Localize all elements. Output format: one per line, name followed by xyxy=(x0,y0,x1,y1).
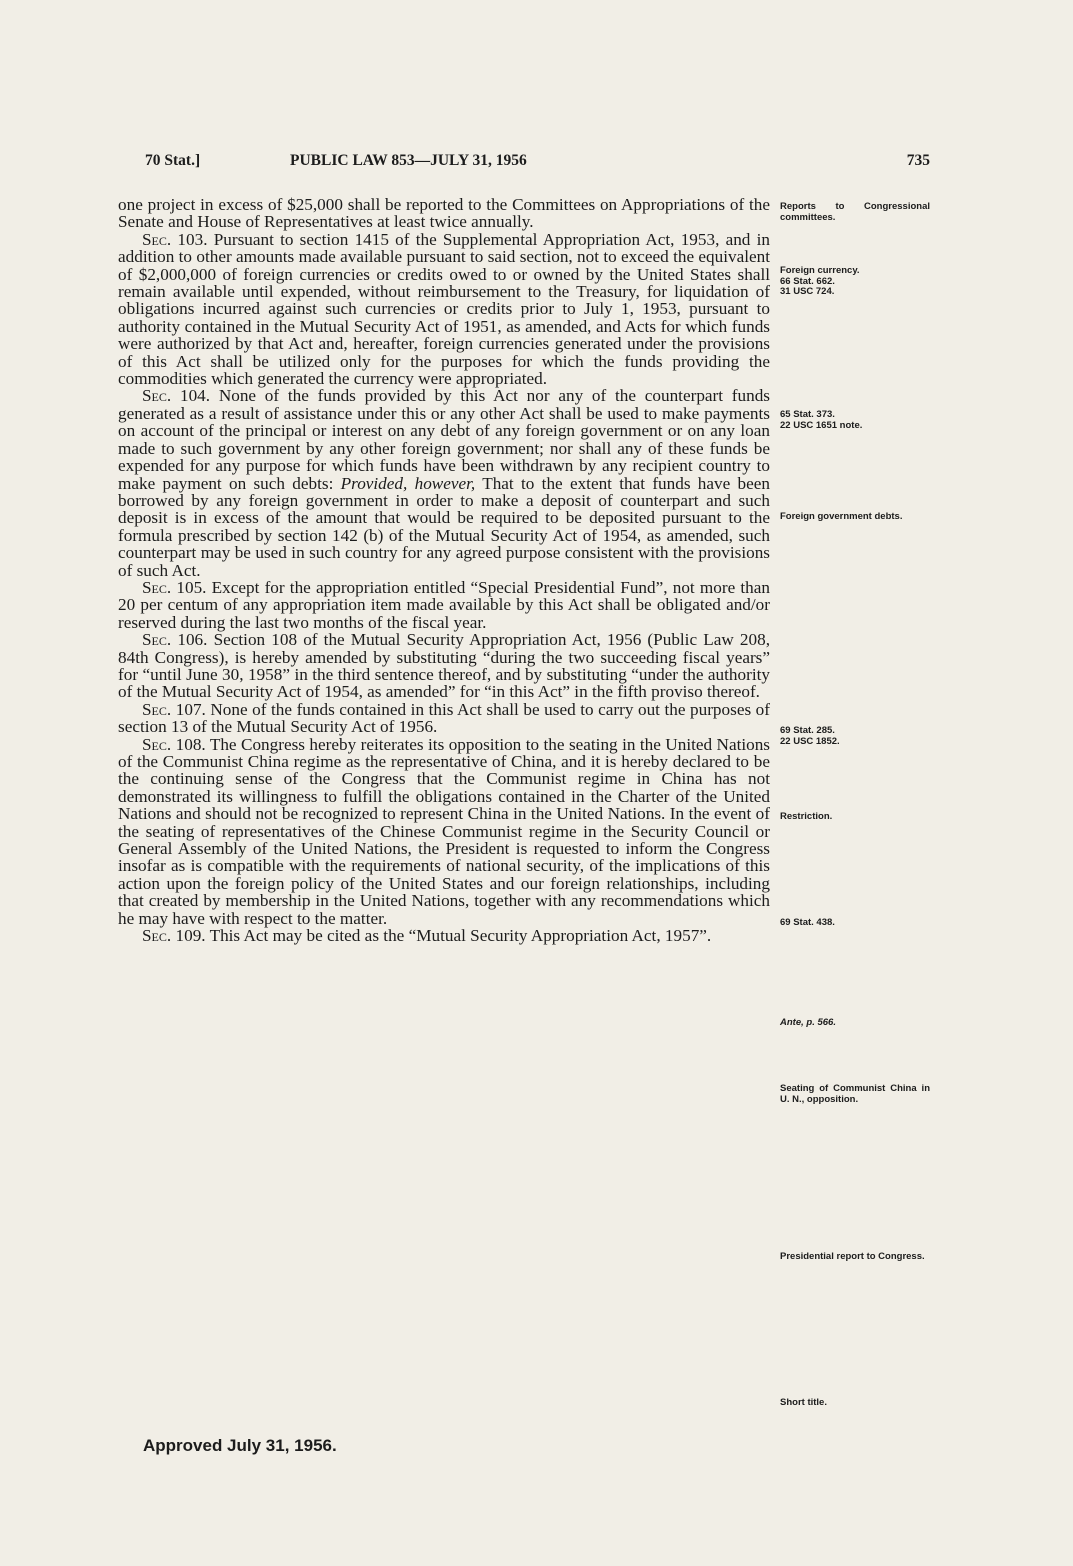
section-label: Sec. xyxy=(142,699,172,719)
margin-note-short-title: Short title. xyxy=(780,1397,827,1408)
approval-date: Approved July 31, 1956. xyxy=(143,1436,337,1455)
section-text: 104. None of the funds provided by this Act nor any of the counterpart funds generated as a result of assistance under this or any other Act shall be used to make payments on account of the principal or interest on any debt of any foreign government or on any loan made to such government by any other foreign government; nor shall any of these funds be expended for any purpose for which funds have been withdrawn by any recipient country to make payment on such debts: xyxy=(118,386,770,493)
proviso-italic: Provided, however, xyxy=(340,473,476,493)
margin-note-foreign-govt-debts: Foreign government debts. xyxy=(780,511,903,522)
margin-note-restriction: Restriction. xyxy=(780,811,833,822)
margin-note-ante: Ante, p. 566. xyxy=(780,1017,836,1028)
section-text: 106. Section 108 of the Mutual Security Appropriation Act, 1956 (Public Law 208, 84th Congress), is hereby amended by substituting “during the two succeeding fiscal years” for “until June 30, 1958” in the third sentence thereof, and by substituting “under the authority of the Mutual Security Act of 1954, as amended” for “in this Act” in the fifth proviso thereof. xyxy=(118,630,770,702)
margin-note-65-stat: 65 Stat. 373. 22 USC 1651 note. xyxy=(780,409,863,431)
margin-note-69-stat-438: 69 Stat. 438. xyxy=(780,917,835,928)
section-106 xyxy=(118,631,770,701)
section-text: 108. The Congress hereby reiterates its opposition to the seating in the United Nations of the Communist China regime as the representative of China, and it is hereby declared to be the continuing sense of the Congress that the Communist regime in China has not demonstrated its willingness to fulfill the obligations contained in the Charter of the United Nations and should not be recognized to represent China in the United Nations. In the event of the seating of representatives of the Chinese Communist regime in the Security Council or General Assembly of the United Nations, the President is requested to inform the Congress insofar as is compatible with the requirements of national security, of the implications of this action upon the foreign policy of the United States and our foreign relationships, including that created by membership in the United Nations, together with any recommendations which he may have with respect to the matter. xyxy=(118,734,770,928)
section-label: Sec. xyxy=(142,926,172,946)
section-label: Sec. xyxy=(142,229,172,249)
section-109 xyxy=(118,927,770,944)
section-103 xyxy=(118,231,770,388)
margin-note-reports: Reports to Congressional committees. xyxy=(780,201,930,223)
margin-note-69-stat-285: 69 Stat. 285. 22 USC 1852. xyxy=(780,725,840,747)
section-105 xyxy=(118,579,770,631)
law-title: PUBLIC LAW 853—JULY 31, 1956 xyxy=(290,152,527,169)
statute-volume: 70 Stat.] xyxy=(145,152,201,169)
margin-note-foreign-currency: Foreign currency. 66 Stat. 662. 31 USC 724. xyxy=(780,265,860,297)
page-number: 735 xyxy=(906,152,930,169)
section-text: 109. This Act may be cited as the “Mutual Security Appropriation Act, 1957”. xyxy=(171,926,712,946)
section-label: Sec. xyxy=(142,386,172,406)
statute-text xyxy=(118,196,770,944)
section-text: 103. Pursuant to section 1415 of the Supplemental Appropriation Act, 1953, and in addition to other amounts made available pursuant to said section, not to exceed the equivalent of $2,000,000 of foreign currencies or credits owed to or owned by the United States shall remain available until expended, without reimbursement to the Treasury, for liquidation of obligations incurred against such currencies or credits prior to July 1, 1953, pursuant to authority contained in the Mutual Security Act of 1951, as amended, and Acts for which funds were authorized by that Act and, hereafter, foreign currencies generated under the provisions of this Act shall be utilized only for the purposes for which the funds providing the commodities which generated the currency were appropriated. xyxy=(118,229,770,389)
margin-note-seating: Seating of Communist China in U. N., opposition. xyxy=(780,1083,930,1105)
section-label: Sec. xyxy=(142,577,172,597)
section-107 xyxy=(118,701,770,736)
continued-paragraph: one project in excess of $25,000 shall be reported to the Committees on Appropriations of the Senate and House of Representatives at least twice annually. xyxy=(118,195,770,232)
section-text: 105. Except for the appropriation entitled “Special Presidential Fund”, not more than 20 per centum of any appropriation item made available by this Act shall be obligated and/or reserved during the last two months of the fiscal year. xyxy=(118,577,770,632)
section-104 xyxy=(118,387,770,578)
section-label: Sec. xyxy=(142,630,172,650)
margin-note-presidential-report: Presidential report to Congress. xyxy=(780,1251,925,1262)
section-108 xyxy=(118,736,770,927)
section-text: 107. None of the funds contained in this Act shall be used to carry out the purposes of section 13 of the Mutual Security Act of 1956. xyxy=(118,699,770,737)
section-text: That to the extent that funds have been borrowed by any foreign government in order to make a deposit of counterpart and such deposit is in excess of the amount that would be required to be deposited pursuant to the formula prescribed by section 142 (b) of the Mutual Security Act of 1954, as amended, such counterpart may be used in such country for any agreed purpose consistent with the provisions of such Act. xyxy=(118,473,770,580)
running-header xyxy=(145,152,930,176)
section-label: Sec. xyxy=(142,734,172,754)
